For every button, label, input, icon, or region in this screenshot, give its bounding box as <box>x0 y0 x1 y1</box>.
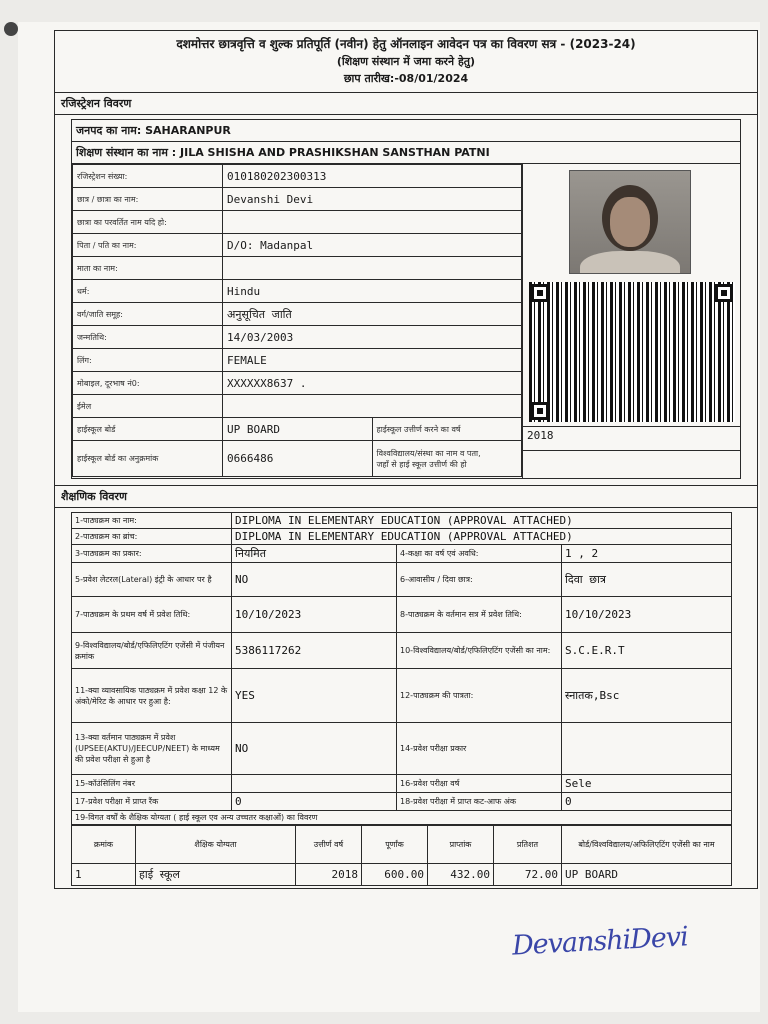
course-branch-label: 2-पाठ्यक्रम का ब्रांच: <box>72 529 232 545</box>
field-value <box>223 395 522 418</box>
table-row <box>73 234 522 257</box>
table-row <box>73 303 522 326</box>
field-label: धर्म: <box>73 280 223 303</box>
hs-year-value: 2018 <box>523 427 741 451</box>
photo-qr-panel <box>522 164 740 478</box>
column-header: बोर्ड/विश्वविद्यालय/अफिलिएटिंग एजेंसी का नाम <box>562 826 732 864</box>
field-label: मोबाइल, दूरभाष नं0: <box>73 372 223 395</box>
signature: DevanshiDevi <box>511 921 689 962</box>
edu-label: 5-प्रवेश लेटरल(Lateral) इंट्री के आधार पर है <box>72 563 232 597</box>
table-cell: 1 <box>72 864 136 886</box>
hs-roll-label: हाईस्कूल बोर्ड का अनुक्रमांक <box>73 441 223 477</box>
registration-table <box>72 164 522 477</box>
column-header: क्रमांक <box>72 826 136 864</box>
table-cell: UP BOARD <box>562 864 732 886</box>
print-date: छाप तारीख:-08/01/2024 <box>343 72 469 85</box>
field-value: D/O: Madanpal <box>223 234 522 257</box>
application-form <box>54 30 758 889</box>
edu-label: 7-पाठ्यक्रम के प्रथम वर्ष में प्रवेश तिथि: <box>72 597 232 633</box>
table-row <box>73 395 522 418</box>
edu-label: 14-प्रवेश परीक्षा प्रकार <box>397 723 562 775</box>
field-value: Devanshi Devi <box>223 188 522 211</box>
edu-label: 18-प्रवेश परीक्षा में प्राप्त कट-आफ अंक <box>397 793 562 811</box>
institute-line: शिक्षण संस्थान का नाम : JILA SHISHA AND PRASHIKSHAN SANSTHAN PATNI <box>72 142 740 164</box>
education-table <box>71 512 732 825</box>
field-label: छात्र / छात्रा का नाम: <box>73 188 223 211</box>
table-row <box>73 165 522 188</box>
punch-hole <box>4 22 18 36</box>
edu-value: 0 <box>232 793 397 811</box>
prev-qualification-title: 19-विगत वर्षों के शैक्षिक योग्यता ( हाई स्कूल एव अन्य उच्चतर कक्षाओं) का विवरण <box>72 811 732 825</box>
field-value <box>223 257 522 280</box>
hs-board-value: UP BOARD <box>223 418 373 441</box>
edu-label: 10-विश्वविद्यालय/बोर्ड/एफिलिएटिंग एजेंसी का नाम: <box>397 633 562 669</box>
registration-block <box>71 119 741 479</box>
course-branch-value: DIPLOMA IN ELEMENTARY EDUCATION (APPROVAL ATTACHED) <box>232 529 732 545</box>
edu-value: नियमित <box>232 545 397 563</box>
field-value: 14/03/2003 <box>223 326 522 349</box>
field-value: FEMALE <box>223 349 522 372</box>
table-cell: 432.00 <box>428 864 494 886</box>
edu-value <box>562 723 732 775</box>
table-row <box>72 864 732 886</box>
hs-year-cell <box>523 426 741 478</box>
edu-value: 1 , 2 <box>562 545 732 563</box>
table-cell: हाई स्कूल <box>136 864 296 886</box>
edu-label: 13-क्या वर्तमान पाठ्यक्रम में प्रवेश (UPSEE(AKTU)/JEECUP/NEET) के माध्यम की प्रवेश परीक्षा से हुआ है <box>72 723 232 775</box>
table-row <box>72 669 732 723</box>
form-header <box>55 31 757 93</box>
field-value: 010180202300313 <box>223 165 522 188</box>
field-label: ईमेल <box>73 395 223 418</box>
hs-roll-value: 0666486 <box>223 441 373 477</box>
edu-value: YES <box>232 669 397 723</box>
table-cell: 600.00 <box>362 864 428 886</box>
registration-section-title: रजिस्ट्रेशन विवरण <box>55 93 757 115</box>
table-row <box>73 372 522 395</box>
qr-code <box>529 282 735 422</box>
column-header: प्राप्तांक <box>428 826 494 864</box>
edu-value: 10/10/2023 <box>232 597 397 633</box>
student-photo <box>569 170 691 274</box>
registration-grid <box>72 164 740 478</box>
edu-value: 0 <box>562 793 732 811</box>
field-label: जन्मतिथि: <box>73 326 223 349</box>
edu-label: 9-विश्वविद्यालय/बोर्ड/एफिलिएटिंग एजेंसी में पंजीयन क्रमांक <box>72 633 232 669</box>
edu-label: 11-क्या व्यावसायिक पाठ्यक्रम में प्रवेश कक्षा 12 के अंको/मेरिट के आधार पर हुआ है: <box>72 669 232 723</box>
table-cell: 2018 <box>296 864 362 886</box>
table-row <box>72 633 732 669</box>
table-row <box>73 280 522 303</box>
edu-label: 12-पाठ्यक्रम की पात्रता: <box>397 669 562 723</box>
edu-label: 15-कॉउंसिलिंग नंबर <box>72 775 232 793</box>
education-section-title: शैक्षणिक विवरण <box>55 485 757 508</box>
table-row <box>73 349 522 372</box>
column-header: पूर्णांक <box>362 826 428 864</box>
edu-label: 4-कक्षा का वर्ष एवं अवधि: <box>397 545 562 563</box>
table-row <box>72 597 732 633</box>
field-label: रजिस्ट्रेशन संख्या: <box>73 165 223 188</box>
table-row <box>73 326 522 349</box>
edu-label: 3-पाठ्यक्रम का प्रकार: <box>72 545 232 563</box>
column-header: शैक्षिक योग्यता <box>136 826 296 864</box>
table-row <box>73 211 522 234</box>
edu-label: 17-प्रवेश परीक्षा में प्राप्त रैंक <box>72 793 232 811</box>
table-row <box>73 418 522 441</box>
edu-value: 5386117262 <box>232 633 397 669</box>
table-row <box>72 723 732 775</box>
edu-value: NO <box>232 723 397 775</box>
field-label: वर्ग/जाति समूह: <box>73 303 223 326</box>
edu-value: NO <box>232 563 397 597</box>
hs-univ-label: विश्वविद्यालय/संस्था का नाम व पता, जहाँ से हाई स्कूल उत्तीर्ण की हो <box>372 441 522 477</box>
marks-header-row <box>72 826 732 864</box>
edu-label: 16-प्रवेश परीक्षा वर्ष <box>397 775 562 793</box>
edu-value: Sele <box>562 775 732 793</box>
edu-value: S.C.E.R.T <box>562 633 732 669</box>
field-value: Hindu <box>223 280 522 303</box>
table-row <box>73 441 522 477</box>
field-label: लिंग: <box>73 349 223 372</box>
field-label: छात्रा का परवर्तित नाम यदि हो: <box>73 211 223 234</box>
field-value: XXXXXX8637 . <box>223 372 522 395</box>
marks-table <box>71 825 732 886</box>
edu-value: 10/10/2023 <box>562 597 732 633</box>
form-subtitle: (शिक्षण संस्थान में जमा करने हेतु) <box>336 55 476 68</box>
table-row <box>72 513 732 529</box>
table-row <box>72 811 732 825</box>
field-value: अनुसूचित जाति <box>223 303 522 326</box>
edu-value: दिवा छात्र <box>562 563 732 597</box>
hs-board-label: हाईस्कूल बोर्ड <box>73 418 223 441</box>
edu-label: 8-पाठ्यक्रम के वर्तमान सत्र में प्रवेश तिथि: <box>397 597 562 633</box>
table-row <box>73 188 522 211</box>
column-header: प्रतिशत <box>494 826 562 864</box>
course-name-label: 1-पाठ्यक्रम का नाम: <box>72 513 232 529</box>
edu-label: 6-आवासीय / दिवा छात्र: <box>397 563 562 597</box>
field-label: माता का नाम: <box>73 257 223 280</box>
table-row <box>72 529 732 545</box>
table-row <box>72 775 732 793</box>
form-title: दशमोत्तर छात्रवृत्ति व शुल्क प्रतिपूर्ति (नवीन) हेतु ऑनलाइन आवेदन पत्र का विवरण सत्र - (2023-24) <box>176 37 636 51</box>
column-header: उत्तीर्ण वर्ष <box>296 826 362 864</box>
course-name-value: DIPLOMA IN ELEMENTARY EDUCATION (APPROVAL ATTACHED) <box>232 513 732 529</box>
table-cell: 72.00 <box>494 864 562 886</box>
field-label: पिता / पति का नाम: <box>73 234 223 257</box>
edu-value: स्नातक,Bsc <box>562 669 732 723</box>
table-row <box>72 563 732 597</box>
table-row <box>72 793 732 811</box>
hs-year-label: हाईस्कूल उत्तीर्ण करने का वर्ष <box>372 418 522 441</box>
table-row <box>72 545 732 563</box>
table-row <box>73 257 522 280</box>
field-value <box>223 211 522 234</box>
edu-value <box>232 775 397 793</box>
district-line: जनपद का नाम: SAHARANPUR <box>72 120 740 142</box>
